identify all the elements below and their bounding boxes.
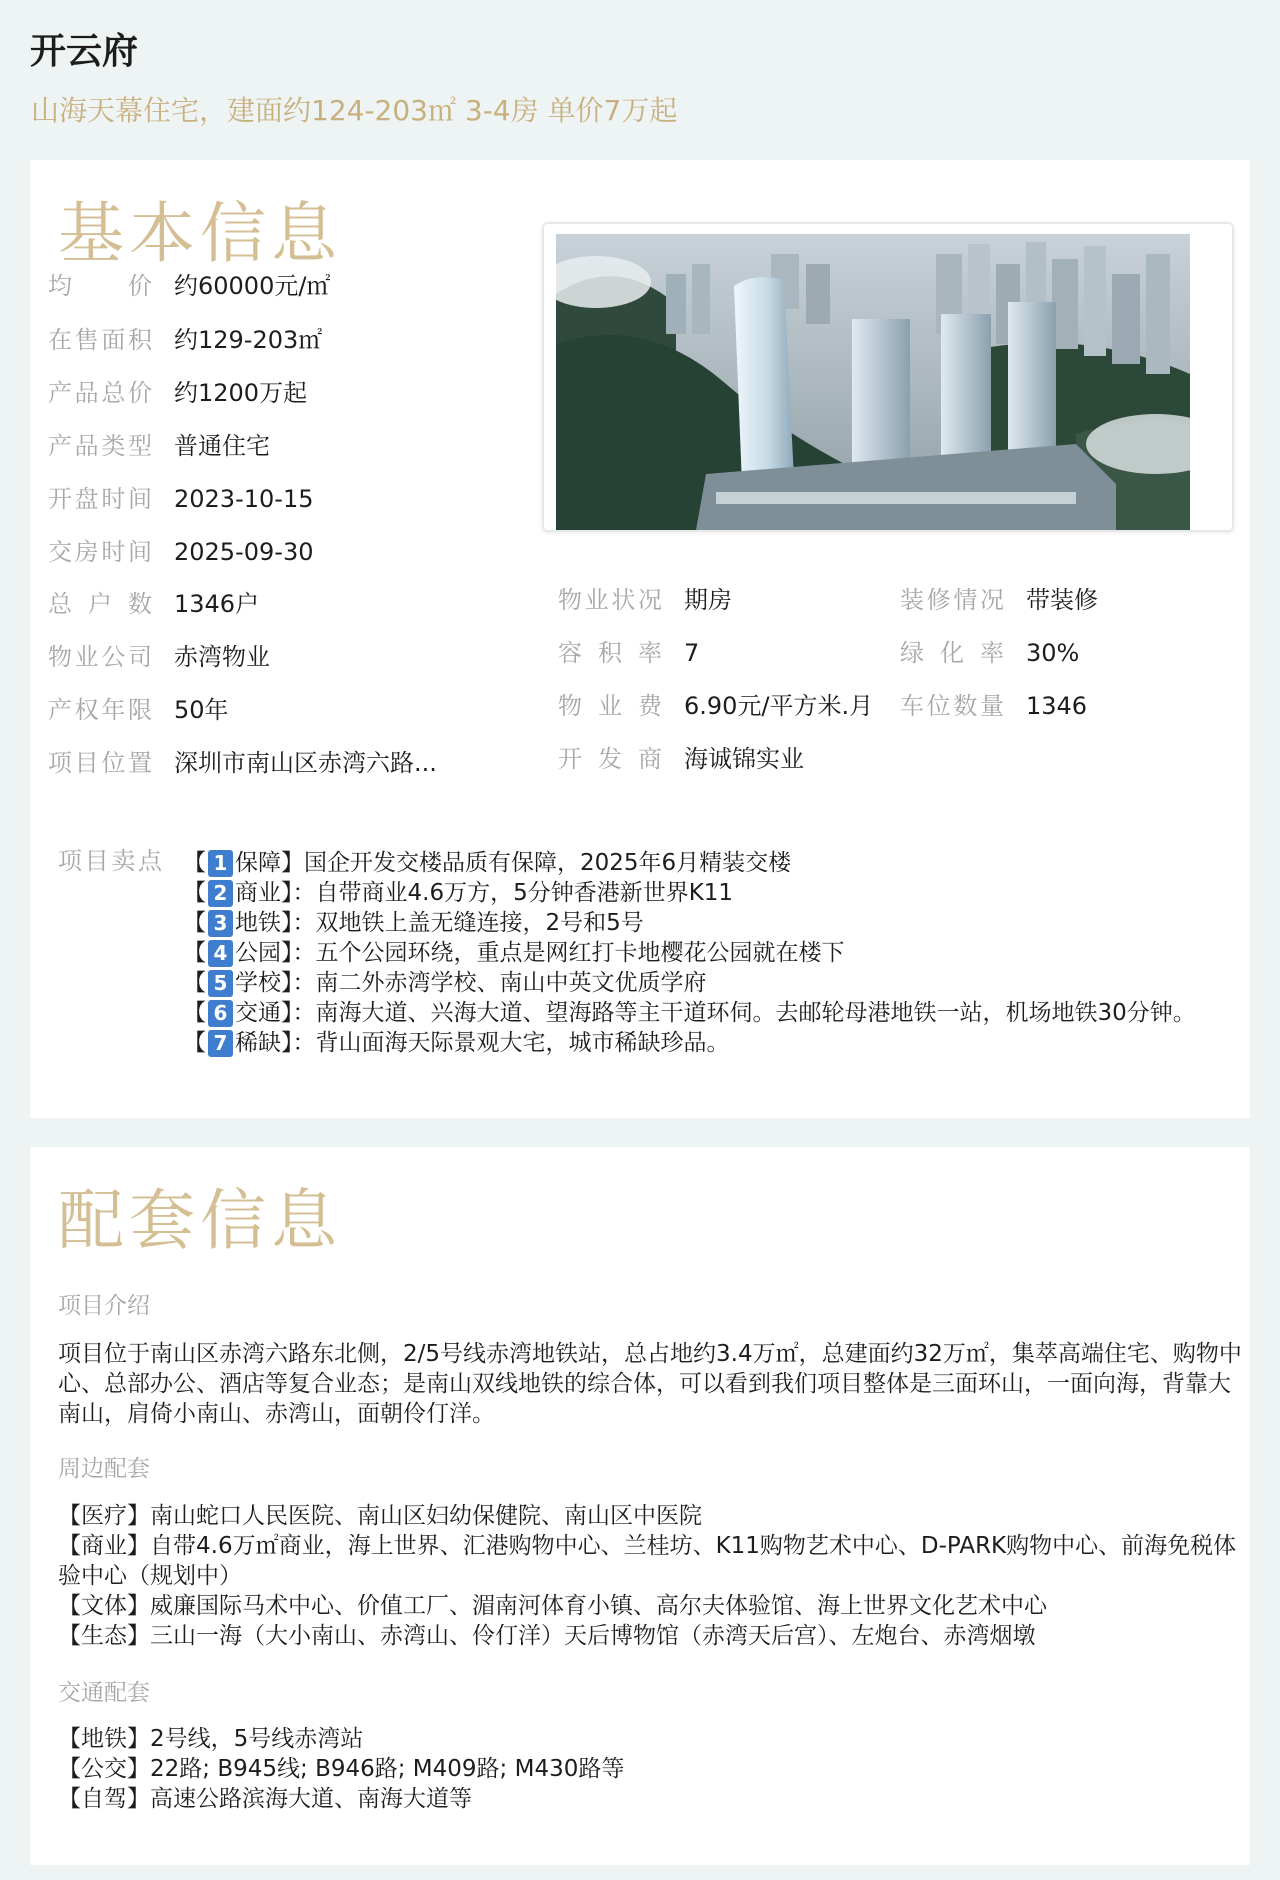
field-label: 绿化率 bbox=[900, 639, 1004, 667]
field-value: 海诚锦实业 bbox=[684, 745, 804, 773]
intro-text: 项目位于南山区赤湾六路东北侧，2/5号线赤湾地铁站，总占地约3.4万㎡，总建面约32万㎡，集萃高端住宅、购物中心、总部办公、酒店等复合业态；是南山双线地铁的综合体，可以看到我们项目整体是三面环山，一面向海，背靠大南山，肩倚小南山、赤湾山，面朝伶仃洋。 bbox=[58, 1341, 1242, 1427]
nearby-list bbox=[58, 1501, 1248, 1651]
selling-point-text: 背山面海天际景观大宅，城市稀缺珍品。 bbox=[315, 1030, 730, 1056]
selling-point-sep: 】 bbox=[281, 850, 304, 876]
field-label: 车位数量 bbox=[900, 692, 1004, 720]
facilities-title: 配套信息 bbox=[58, 1182, 342, 1259]
field-value: 约1200万起 bbox=[174, 379, 308, 407]
intro-label: 项目介绍 bbox=[58, 1293, 150, 1319]
selling-point-item: 【 3 地铁】：双地铁上盖无缝连接，2号和5号 bbox=[183, 910, 644, 936]
field-developer bbox=[558, 739, 804, 779]
selling-point-sep: 】： bbox=[281, 880, 316, 906]
transport-list bbox=[58, 1724, 1248, 1814]
selling-point-sep: 】： bbox=[281, 910, 316, 936]
field-value: 2023-10-15 bbox=[174, 485, 314, 513]
selling-point-sep: 】： bbox=[281, 1030, 316, 1056]
field-value: 普通住宅 bbox=[174, 432, 270, 460]
field-total-price bbox=[48, 373, 307, 413]
selling-point-sep: 】： bbox=[281, 1000, 316, 1026]
number-badge-icon: 1 bbox=[208, 850, 233, 877]
selling-points-label: 项目卖点 bbox=[58, 847, 162, 875]
building-rendering-photo[interactable] bbox=[542, 222, 1234, 532]
selling-point-text: 国企开发交楼品质有保障，2025年6月精装交楼 bbox=[304, 850, 792, 876]
number-badge-icon: 7 bbox=[208, 1030, 233, 1057]
selling-point-title: 保障 bbox=[235, 850, 281, 876]
selling-point-title: 稀缺 bbox=[235, 1030, 281, 1056]
field-plot-ratio bbox=[558, 633, 699, 673]
field-location[interactable] bbox=[48, 743, 437, 783]
selling-point-sep: 】： bbox=[281, 940, 316, 966]
list-item: 【文体】威廉国际马术中心、价值工厂、湄南河体育小镇、高尔夫体验馆、海上世界文化艺术中心 bbox=[58, 1593, 1047, 1619]
number-badge-icon: 6 bbox=[208, 1000, 233, 1027]
selling-point-text: 南二外赤湾学校、南山中英文优质学府 bbox=[315, 970, 707, 996]
field-value: 约129-203㎡ bbox=[174, 326, 323, 354]
field-label: 物业状况 bbox=[558, 586, 662, 614]
list-item: 【自驾】高速公路滨海大道、南海大道等 bbox=[58, 1786, 472, 1812]
number-badge-icon: 5 bbox=[208, 970, 233, 997]
selling-point-item: 【 6 交通】：南海大道、兴海大道、望海路等主干道环伺。去邮轮母港地铁一站，机场地铁30分钟。 bbox=[183, 1000, 1196, 1026]
field-property-status bbox=[558, 580, 732, 620]
field-ownership-term bbox=[48, 690, 229, 730]
field-label: 均价 bbox=[48, 272, 152, 300]
field-label: 产品总价 bbox=[48, 379, 152, 407]
field-label: 开盘时间 bbox=[48, 485, 152, 513]
field-value: 深圳市南山区赤湾六路... bbox=[174, 749, 437, 777]
field-label: 在售面积 bbox=[48, 326, 152, 354]
list-item: 【医疗】南山蛇口人民医院、南山区妇幼保健院、南山区中医院 bbox=[58, 1503, 702, 1529]
selling-point-title: 地铁 bbox=[235, 910, 281, 936]
selling-point-item: 【 5 学校】：南二外赤湾学校、南山中英文优质学府 bbox=[183, 970, 707, 996]
field-opening-date bbox=[48, 479, 313, 519]
list-item: 【地铁】2号线，5号线赤湾站 bbox=[58, 1726, 364, 1752]
field-value: 30% bbox=[1026, 639, 1080, 667]
field-avg-price bbox=[48, 266, 330, 306]
field-label: 物业费 bbox=[558, 692, 662, 720]
field-households bbox=[48, 584, 259, 624]
selling-point-sep: 】： bbox=[281, 970, 316, 996]
selling-point-title: 学校 bbox=[235, 970, 281, 996]
field-decoration bbox=[900, 580, 1098, 620]
field-value: 6.90元/平方米.月 bbox=[684, 692, 874, 720]
field-label: 容积率 bbox=[558, 639, 662, 667]
field-delivery-date bbox=[48, 532, 313, 572]
selling-point-text: 五个公园环绕，重点是网红打卡地樱花公园就在楼下 bbox=[315, 940, 845, 966]
facilities-card bbox=[30, 1147, 1250, 1865]
field-value: 1346户 bbox=[174, 590, 260, 618]
project-title: 开云府 bbox=[30, 31, 139, 72]
field-value: 约60000元/㎡ bbox=[174, 272, 331, 300]
field-parking-spaces bbox=[900, 686, 1087, 726]
project-subtitle: 山海天幕住宅，建面约124-203㎡ 3-4房 单价7万起 bbox=[31, 94, 678, 127]
list-item: 【公交】22路; B945线; B946路; M409路; M430路等 bbox=[58, 1756, 625, 1782]
number-badge-icon: 3 bbox=[208, 910, 233, 937]
field-value: 50年 bbox=[174, 696, 229, 724]
basic-info-card bbox=[30, 160, 1250, 1118]
transport-label: 交通配套 bbox=[58, 1680, 150, 1706]
field-value: 期房 bbox=[684, 586, 732, 614]
selling-point-title: 商业 bbox=[235, 880, 281, 906]
building-rendering-icon bbox=[556, 234, 1190, 530]
field-value: 7 bbox=[684, 639, 700, 667]
list-item: 【生态】三山一海（大小南山、赤湾山、伶仃洋）天后博物馆（赤湾天后宫）、左炮台、赤湾烟墩 bbox=[58, 1623, 1036, 1649]
field-greening-rate bbox=[900, 633, 1079, 673]
field-value: 2025-09-30 bbox=[174, 538, 314, 566]
field-label: 开发商 bbox=[558, 745, 662, 773]
field-label: 物业公司 bbox=[48, 643, 152, 671]
basic-info-title: 基本信息 bbox=[58, 195, 342, 272]
selling-point-text: 自带商业4.6万方，5分钟香港新世界K11 bbox=[315, 880, 734, 906]
field-label: 产品类型 bbox=[48, 432, 152, 460]
number-badge-icon: 2 bbox=[208, 880, 233, 907]
selling-point-item: 【 4 公园】：五个公园环绕，重点是网红打卡地樱花公园就在楼下 bbox=[183, 940, 845, 966]
field-label: 产权年限 bbox=[48, 696, 152, 724]
number-badge-icon: 4 bbox=[208, 940, 233, 967]
field-label: 总户数 bbox=[48, 590, 152, 618]
field-value: 带装修 bbox=[1026, 586, 1098, 614]
selling-points-list bbox=[183, 848, 1243, 1058]
nearby-label: 周边配套 bbox=[58, 1456, 150, 1482]
selling-point-title: 交通 bbox=[235, 1000, 281, 1026]
selling-point-item: 【 2 商业】：自带商业4.6万方，5分钟香港新世界K11 bbox=[183, 880, 734, 906]
list-item: 【商业】自带4.6万㎡商业，海上世界、汇港购物中心、兰桂坊、K11购物艺术中心、D-PARK购物中心、前海免税体验中心（规划中） bbox=[58, 1533, 1237, 1589]
field-product-type bbox=[48, 426, 270, 466]
field-label: 交房时间 bbox=[48, 538, 152, 566]
selling-point-item: 【 1 保障】国企开发交楼品质有保障，2025年6月精装交楼 bbox=[183, 850, 792, 876]
field-label: 装修情况 bbox=[900, 586, 1004, 614]
selling-point-title: 公园 bbox=[235, 940, 281, 966]
selling-point-item: 【 7 稀缺】：背山面海天际景观大宅，城市稀缺珍品。 bbox=[183, 1030, 730, 1056]
field-property-fee bbox=[558, 686, 873, 726]
field-property-company bbox=[48, 637, 270, 677]
selling-point-text: 双地铁上盖无缝连接，2号和5号 bbox=[315, 910, 644, 936]
field-label: 项目位置 bbox=[48, 749, 152, 777]
field-value: 1346 bbox=[1026, 692, 1088, 720]
selling-point-text: 南海大道、兴海大道、望海路等主干道环伺。去邮轮母港地铁一站，机场地铁30分钟。 bbox=[315, 1000, 1196, 1026]
field-sale-area bbox=[48, 320, 322, 360]
field-value: 赤湾物业 bbox=[174, 643, 270, 671]
